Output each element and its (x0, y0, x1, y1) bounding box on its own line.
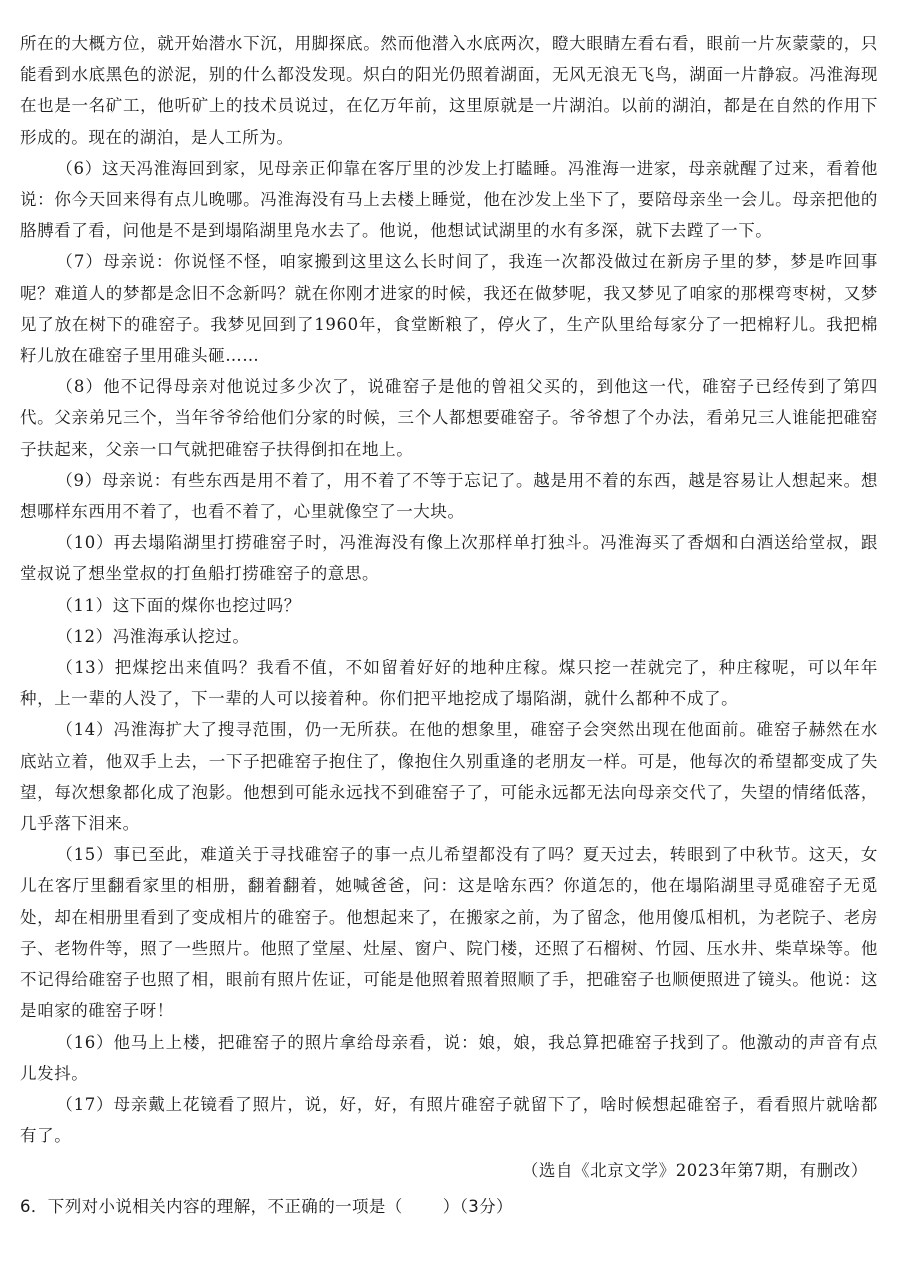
paragraph-6: （6）这天冯淮海回到家，见母亲正仰靠在客厅里的沙发上打瞌睡。冯淮海一进家，母亲就醒了过来，看着他说：你今天回来得有点儿晚哪。冯淮海没有马上去楼上睡觉，他在沙发上坐下了，要陪母亲坐一会儿。母亲把他的胳膊看了看，问他是不是到塌陷湖里凫水去了。他说，他想试试湖里的水有多深，就下去蹚了一下。 (20, 158, 878, 241)
paragraph-8: （8）他不记得母亲对他说过多少次了，说碓窑子是他的曾祖父买的，到他这一代，碓窑子已经传到了第四代。父亲弟兄三个，当年爷爷给他们分家的时候，三个人都想要碓窑子。爷爷想了个办法，看弟兄三人谁能把碓窑子扶起来，父亲一口气就把碓窑子扶得倒扣在地上。 (20, 377, 878, 459)
paragraph-continued: 所在的大概方位，就开始潜水下沉，用脚探底。然而他潜入水底两次，瞪大眼睛左看右看，眼前一片灰蒙蒙的，只能看到水底黑色的淤泥，别的什么都没发现。炽白的阳光仍照着湖面，无风无浪无飞鸟，湖面一片静寂。冯淮海现在也是一名矿工，他听矿上的技术员说过，在亿万年前，这里原就是一片湖泊。以前的湖泊，都是在自然的作用下形成的。现在的湖泊，是人工所为。 (20, 34, 878, 147)
question-points: ）（3分） (442, 1196, 513, 1216)
paragraph-9: （9）母亲说：有些东西是用不着了，用不着了不等于忘记了。越是用不着的东西，越是容易让人想起来。想想哪样东西用不着了，也看不着了，心里就像空了一大块。 (20, 470, 878, 522)
question-6 (20, 1191, 878, 1222)
document-page (20, 28, 878, 1222)
paragraph-14: （14）冯淮海扩大了搜寻范围，仍一无所获。在他的想象里，碓窑子会突然出现在他面前。碓窑子赫然在水底站立着，他双手上去，一下子把碓窑子抱住了，像抱住久别重逢的老朋友一样。可是，他每次的希望都变成了失望，每次想象都化成了泡影。他想到可能永远找不到碓窑子了，可能永远都无法向母亲交代了，失望的情绪低落，几乎落下泪来。 (20, 720, 878, 834)
paragraph-7: （7）母亲说：你说怪不怪，咱家搬到这里这么长时间了，我连一次都没做过在新房子里的梦，梦是咋回事呢？难道人的梦都是念旧不念新吗？就在你刚才进家的时候，我还在做梦呢，我又梦见了咱家的那棵弯枣树，又梦见了放在树下的碓窑子。我梦见回到了1960年，食堂断粮了，停火了，生产队里给每家分了一把棉籽儿。我把棉籽儿放在碓窑子里用碓头砸…… (20, 252, 878, 366)
paragraph-16: （16）他马上上楼，把碓窑子的照片拿给母亲看，说：娘，娘，我总算把碓窑子找到了。他激动的声音有点儿发抖。 (20, 1032, 878, 1083)
paragraph-11: （11）这下面的煤你也挖过吗？ (56, 595, 301, 615)
paragraph-17: （17）母亲戴上花镜看了照片，说，好，好，有照片碓窑子就留下了，啥时候想起碓窑子，看看照片就啥都有了。 (20, 1094, 878, 1146)
paragraph-15: （15）事已至此，难道关于寻找碓窑子的事一点儿希望都没有了吗？夏天过去，转眼到了中秋节。这天，女儿在客厅里翻看家里的相册，翻着翻着，她喊爸爸，问：这是啥东西？你道怎的，他在塌陷湖里寻觅碓窑子无觅处，却在相册里看到了变成相片的碓窑子。他想起来了，在搬家之前，为了留念，他用傻瓜相机，为老院子、老房子、老物件等，照了一些照片。他照了堂屋、灶屋、窗户、院门楼，还照了石榴树、竹园、压水井、柴草垛等。他不记得给碓窑子也照了相，眼前有照片佐证，可能是他照着照着照顺了手，把碓窑子也顺便照进了镜头。他说：这是咱家的碓窑子呀！ (20, 845, 878, 1021)
paragraph-10: （10）再去塌陷湖里打捞碓窑子时，冯淮海没有像上次那样单打独斗。冯淮海买了香烟和白酒送给堂叔，跟堂叔说了想坐堂叔的打鱼船打捞碓窑子的意思。 (20, 533, 878, 584)
question-text: 6．下列对小说相关内容的理解，不正确的一项是（ (20, 1196, 403, 1216)
paragraph-13: （13）把煤挖出来值吗？我看不值，不如留着好好的地种庄稼。煤只挖一茬就完了，种庄稼呢，可以年年种，上一辈的人没了，下一辈的人可以接着种。你们把平地挖成了塌陷湖，就什么都种不成了。 (20, 658, 878, 709)
source-citation: （选自《北京文学》2023年第7期，有删改） (521, 1161, 868, 1181)
paragraph-12: （12）冯淮海承认挖过。 (56, 626, 250, 646)
